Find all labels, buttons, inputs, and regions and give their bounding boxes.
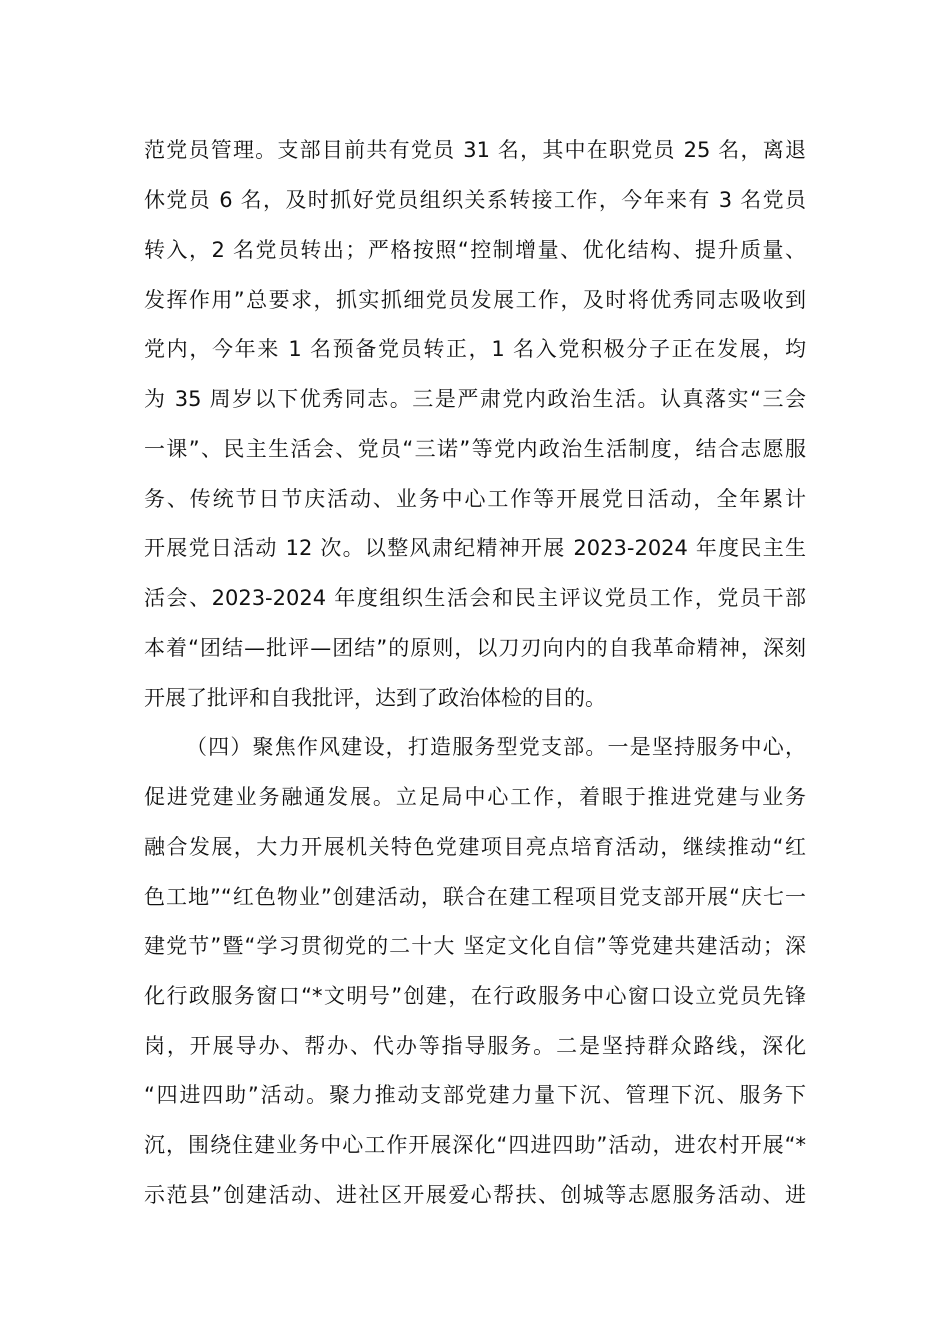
text-line: “四进四助”活动。聚力推动支部党建力量下沉、管理下沉、服务下 — [144, 1083, 806, 1107]
text-line: 党内，今年来 1 名预备党员转正，1 名入党积极分子正在发展，均 — [144, 337, 806, 361]
paragraph-end-line: 开展了批评和自我批评，达到了政治体检的目的。 — [144, 686, 606, 710]
text-line: 促进党建业务融通发展。立足局中心工作，着眼于推进党建与业务 — [144, 785, 806, 809]
text-line: 色工地”“红色物业”创建活动，联合在建工程项目党支部开展“庆七一 — [144, 885, 806, 909]
text-line: 沉，围绕住建业务中心工作开展深化“四进四助”活动，进农村开展“* — [144, 1133, 806, 1157]
text-line: 融合发展，大力开展机关特色党建项目亮点培育活动，继续推动“红 — [144, 835, 806, 859]
text-line: 休党员 6 名，及时抓好党员组织关系转接工作，今年来有 3 名党员 — [144, 188, 806, 212]
text-line: 转入，2 名党员转出；严格按照“控制增量、优化结构、提升质量、 — [144, 238, 806, 262]
text-line: 本着“团结—批评—团结”的原则，以刀刃向内的自我革命精神，深刻 — [144, 636, 806, 660]
text-line: 发挥作用”总要求，抓实抓细党员发展工作，及时将优秀同志吸收到 — [144, 288, 806, 312]
text-line: 为 35 周岁以下优秀同志。三是严肃党内政治生活。认真落实“三会 — [144, 387, 806, 411]
text-line: 岗，开展导办、帮办、代办等指导服务。二是坚持群众路线，深化 — [144, 1034, 806, 1058]
text-line: 一课”、民主生活会、党员“三诺”等党内政治生活制度，结合志愿服 — [144, 437, 806, 461]
section-heading-line: （四）聚焦作风建设，打造服务型党支部。一是坚持服务中心， — [186, 735, 806, 759]
text-line: 示范县”创建活动、进社区开展爱心帮扶、创城等志愿服务活动、进 — [144, 1183, 806, 1207]
text-line: 范党员管理。支部目前共有党员 31 名，其中在职党员 25 名，离退 — [144, 138, 806, 162]
text-line: 务、传统节日节庆活动、业务中心工作等开展党日活动，全年累计 — [144, 487, 806, 511]
text-line: 开展党日活动 12 次。以整风肃纪精神开展 2023-2024 年度民主生 — [144, 536, 806, 560]
text-line: 建党节”暨“学习贯彻党的二十大 坚定文化自信”等党建共建活动；深 — [144, 934, 806, 958]
text-line: 活会、2023-2024 年度组织生活会和民主评议党员工作，党员干部 — [144, 586, 806, 610]
text-line: 化行政服务窗口“*文明号”创建，在行政服务中心窗口设立党员先锋 — [144, 984, 806, 1008]
